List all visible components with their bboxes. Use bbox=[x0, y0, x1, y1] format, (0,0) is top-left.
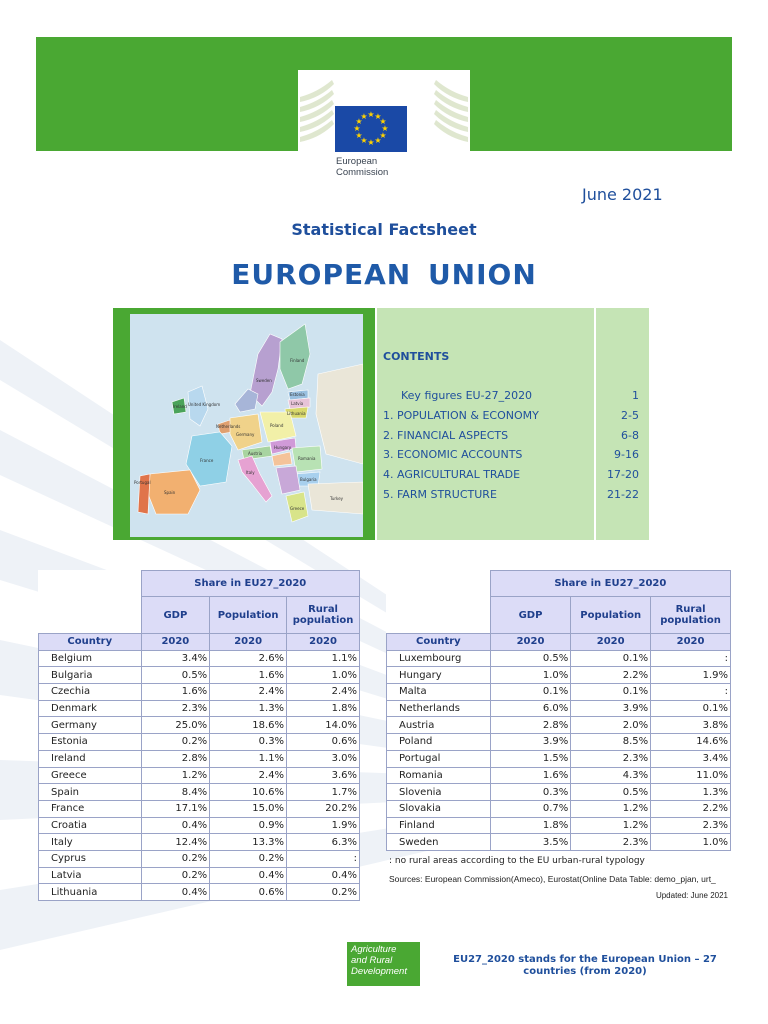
table-row bbox=[387, 750, 731, 767]
map-label-estonia: Estonia bbox=[290, 392, 305, 397]
population-cell: 2.4% bbox=[210, 684, 287, 701]
map-label-greece: Greece bbox=[290, 506, 305, 511]
rural-cell: 0.4% bbox=[287, 867, 360, 884]
column-header-year: 2020 bbox=[490, 634, 571, 651]
map-label-spain: Spain bbox=[164, 490, 176, 495]
table-row bbox=[387, 734, 731, 751]
column-header-year: 2020 bbox=[287, 634, 360, 651]
gdp-cell: 1.6% bbox=[490, 767, 571, 784]
population-cell: 0.9% bbox=[210, 817, 287, 834]
column-header-country: Country bbox=[39, 634, 142, 651]
country-cell: Sweden bbox=[387, 834, 491, 851]
share-table-left bbox=[38, 570, 360, 901]
table-row bbox=[39, 817, 360, 834]
rural-cell: 6.3% bbox=[287, 834, 360, 851]
toc-item-label: 2. FINANCIAL ASPECTS bbox=[383, 429, 509, 442]
contents-title: CONTENTS bbox=[383, 350, 450, 363]
gdp-cell: 25.0% bbox=[141, 717, 210, 734]
column-header-year: 2020 bbox=[571, 634, 651, 651]
country-cell: Greece bbox=[39, 767, 142, 784]
agri-line-2: and Rural bbox=[351, 955, 393, 966]
gdp-cell: 0.5% bbox=[490, 650, 571, 667]
rural-footnote: : no rural areas according to the EU urban-rural typology bbox=[389, 856, 645, 866]
rural-cell: 1.9% bbox=[287, 817, 360, 834]
population-cell: 1.2% bbox=[571, 817, 651, 834]
map-label-turkey: Turkey bbox=[330, 496, 344, 501]
country-cell: Denmark bbox=[39, 700, 142, 717]
table-row bbox=[387, 834, 731, 851]
country-cell: Ireland bbox=[39, 750, 142, 767]
population-cell: 0.2% bbox=[210, 850, 287, 867]
svg-text:★: ★ bbox=[360, 136, 368, 145]
country-cell: Estonia bbox=[39, 734, 142, 751]
svg-text:★: ★ bbox=[355, 117, 363, 126]
sources-note: Sources: European Commission(Ameco), Eurostat(Online Data Table: demo_pjan, urt_ bbox=[389, 874, 716, 884]
svg-text:★: ★ bbox=[353, 124, 361, 133]
country-cell: Spain bbox=[39, 784, 142, 801]
toc-item-page: 9-16 bbox=[614, 448, 639, 461]
gdp-cell: 2.8% bbox=[141, 750, 210, 767]
population-cell: 2.0% bbox=[571, 717, 651, 734]
gdp-cell: 2.3% bbox=[141, 700, 210, 717]
country-cell: Hungary bbox=[387, 667, 491, 684]
population-cell: 10.6% bbox=[210, 784, 287, 801]
table-row bbox=[39, 650, 360, 667]
population-cell: 2.2% bbox=[571, 667, 651, 684]
country-cell: Portugal bbox=[387, 750, 491, 767]
gdp-cell: 1.0% bbox=[490, 667, 571, 684]
rural-cell: 3.8% bbox=[651, 717, 731, 734]
rural-cell: 3.4% bbox=[651, 750, 731, 767]
map-label-austria: Austria bbox=[248, 451, 263, 456]
rural-cell: 2.2% bbox=[651, 800, 731, 817]
table-row bbox=[39, 700, 360, 717]
table-row bbox=[39, 884, 360, 901]
population-cell: 0.4% bbox=[210, 867, 287, 884]
table-row bbox=[387, 700, 731, 717]
rural-cell: 1.0% bbox=[651, 834, 731, 851]
rural-cell: 1.9% bbox=[651, 667, 731, 684]
table-row bbox=[387, 650, 731, 667]
logo-line-1: European bbox=[336, 156, 378, 167]
rural-header-line-1: Rural bbox=[308, 604, 338, 615]
svg-text:★: ★ bbox=[381, 124, 389, 133]
rural-cell: 20.2% bbox=[287, 800, 360, 817]
rural-cell: : bbox=[651, 650, 731, 667]
gdp-cell: 0.4% bbox=[141, 884, 210, 901]
gdp-cell: 8.4% bbox=[141, 784, 210, 801]
table-row bbox=[39, 784, 360, 801]
contents-panel bbox=[377, 308, 649, 540]
rural-cell: 1.8% bbox=[287, 700, 360, 717]
updated-note: Updated: June 2021 bbox=[655, 891, 728, 900]
table-row bbox=[387, 767, 731, 784]
country-cell: Slovenia bbox=[387, 784, 491, 801]
country-cell: Czechia bbox=[39, 684, 142, 701]
toc-item-label: 1. POPULATION & ECONOMY bbox=[383, 409, 539, 422]
rural-cell: 0.6% bbox=[287, 734, 360, 751]
column-header-rural-population bbox=[287, 597, 360, 634]
map-label-bulgaria: Bulgaria bbox=[300, 477, 317, 482]
country-cell: Austria bbox=[387, 717, 491, 734]
toc-item-page: 21-22 bbox=[607, 488, 639, 501]
country-cell: Germany bbox=[39, 717, 142, 734]
gdp-cell: 0.1% bbox=[490, 684, 571, 701]
rural-header-line-1: Rural bbox=[675, 604, 706, 615]
rural-cell: 2.4% bbox=[287, 684, 360, 701]
rural-cell: 1.1% bbox=[287, 650, 360, 667]
rural-cell: 14.6% bbox=[651, 734, 731, 751]
map-label-finland: Finland bbox=[290, 358, 305, 363]
toc-item[interactable] bbox=[383, 488, 645, 504]
country-cell: Croatia bbox=[39, 817, 142, 834]
table-row bbox=[39, 850, 360, 867]
map-label-italy: Italy bbox=[246, 470, 255, 475]
column-header-gdp: GDP bbox=[141, 597, 210, 634]
svg-text:★: ★ bbox=[360, 112, 368, 121]
rural-cell: 3.0% bbox=[287, 750, 360, 767]
country-cell: Poland bbox=[387, 734, 491, 751]
map-label-lithuania: Lithuania bbox=[287, 411, 306, 416]
gdp-cell: 3.5% bbox=[490, 834, 571, 851]
population-cell: 4.3% bbox=[571, 767, 651, 784]
table-corner bbox=[39, 597, 142, 634]
svg-text:★: ★ bbox=[355, 131, 363, 140]
svg-text:★: ★ bbox=[374, 112, 382, 121]
country-cell: Finland bbox=[387, 817, 491, 834]
gdp-cell: 0.2% bbox=[141, 867, 210, 884]
toc-item-label: 3. ECONOMIC ACCOUNTS bbox=[383, 448, 523, 461]
population-cell: 0.1% bbox=[571, 684, 651, 701]
publication-date: June 2021 bbox=[582, 185, 663, 204]
gdp-cell: 0.3% bbox=[490, 784, 571, 801]
rural-cell: 3.6% bbox=[287, 767, 360, 784]
agriculture-rural-development-logo bbox=[347, 942, 420, 986]
country-cell: Netherlands bbox=[387, 700, 491, 717]
population-cell: 0.6% bbox=[210, 884, 287, 901]
population-cell: 8.5% bbox=[571, 734, 651, 751]
toc-item[interactable] bbox=[383, 429, 645, 445]
svg-text:★: ★ bbox=[379, 131, 387, 140]
gdp-cell: 12.4% bbox=[141, 834, 210, 851]
toc-item-page: 1 bbox=[632, 389, 639, 402]
table-row bbox=[387, 717, 731, 734]
factsheet-subtitle: Statistical Factsheet bbox=[291, 220, 477, 239]
page-title: EUROPEAN UNION bbox=[231, 258, 537, 291]
map-label-sweden: Sweden bbox=[256, 378, 272, 383]
table-row bbox=[39, 750, 360, 767]
map-label-ireland: Ireland bbox=[173, 404, 187, 409]
column-header-rural-population bbox=[651, 597, 731, 634]
population-cell: 2.6% bbox=[210, 650, 287, 667]
map-label-poland: Poland bbox=[270, 423, 284, 428]
country-cell: Luxembourg bbox=[387, 650, 491, 667]
share-table-right bbox=[386, 570, 731, 851]
population-cell: 0.1% bbox=[571, 650, 651, 667]
gdp-cell: 1.5% bbox=[490, 750, 571, 767]
table-row bbox=[387, 667, 731, 684]
table-row bbox=[39, 767, 360, 784]
logo-wordmark bbox=[336, 156, 388, 178]
column-header-country: Country bbox=[387, 634, 491, 651]
country-cell: Cyprus bbox=[39, 850, 142, 867]
table-row bbox=[39, 800, 360, 817]
population-cell: 0.5% bbox=[571, 784, 651, 801]
agri-line-1: Agriculture bbox=[351, 944, 397, 955]
column-header-year: 2020 bbox=[141, 634, 210, 651]
population-cell: 1.1% bbox=[210, 750, 287, 767]
agri-line-3: Development bbox=[351, 966, 407, 977]
gdp-cell: 1.6% bbox=[141, 684, 210, 701]
rural-header-line-2: population bbox=[660, 615, 721, 626]
rural-cell: 1.7% bbox=[287, 784, 360, 801]
toc-item-page: 2-5 bbox=[621, 409, 639, 422]
toc-item[interactable] bbox=[383, 468, 645, 484]
population-cell: 2.4% bbox=[210, 767, 287, 784]
gdp-cell: 0.4% bbox=[141, 817, 210, 834]
rural-cell: 1.0% bbox=[287, 667, 360, 684]
svg-text:★: ★ bbox=[379, 117, 387, 126]
gdp-cell: 0.7% bbox=[490, 800, 571, 817]
gdp-cell: 0.2% bbox=[141, 850, 210, 867]
map-label-france: France bbox=[200, 458, 214, 463]
population-cell: 15.0% bbox=[210, 800, 287, 817]
table-row bbox=[39, 684, 360, 701]
gdp-cell: 17.1% bbox=[141, 800, 210, 817]
map-label-latvia: Latvia bbox=[291, 401, 304, 406]
table-row bbox=[387, 784, 731, 801]
logo-line-2: Commission bbox=[336, 167, 389, 178]
map-label-germany: Germany bbox=[236, 432, 255, 437]
toc-item[interactable] bbox=[383, 448, 645, 464]
population-cell: 18.6% bbox=[210, 717, 287, 734]
table-group-header: Share in EU27_2020 bbox=[490, 571, 730, 597]
table-corner bbox=[387, 597, 491, 634]
gdp-cell: 2.8% bbox=[490, 717, 571, 734]
toc-item-label: Key figures EU-27_2020 bbox=[401, 389, 533, 402]
rural-cell: 0.1% bbox=[651, 700, 731, 717]
map-label-romania: Romania bbox=[298, 456, 316, 461]
map-label-hungary: Hungary bbox=[274, 445, 292, 450]
table-row bbox=[39, 734, 360, 751]
country-cell: Malta bbox=[387, 684, 491, 701]
toc-item-page: 6-8 bbox=[621, 429, 639, 442]
gdp-cell: 3.9% bbox=[490, 734, 571, 751]
map-label-netherlands: Netherlands bbox=[216, 424, 241, 429]
svg-text:★: ★ bbox=[367, 138, 375, 147]
country-cell: Slovakia bbox=[387, 800, 491, 817]
population-cell: 3.9% bbox=[571, 700, 651, 717]
rural-cell: 14.0% bbox=[287, 717, 360, 734]
gdp-cell: 1.8% bbox=[490, 817, 571, 834]
map-label-portugal: Portugal bbox=[134, 480, 151, 485]
country-cell: France bbox=[39, 800, 142, 817]
country-cell: Bulgaria bbox=[39, 667, 142, 684]
table-row bbox=[39, 717, 360, 734]
rural-cell: 1.3% bbox=[651, 784, 731, 801]
country-cell: Lithuania bbox=[39, 884, 142, 901]
table-row bbox=[39, 834, 360, 851]
column-header-year: 2020 bbox=[651, 634, 731, 651]
eu27-definition-note: EU27_2020 stands for the European Union – 27 countries (from 2020) bbox=[453, 954, 717, 977]
table-row bbox=[39, 667, 360, 684]
population-cell: 1.2% bbox=[571, 800, 651, 817]
country-cell: Belgium bbox=[39, 650, 142, 667]
table-corner bbox=[39, 571, 142, 597]
rural-cell: 0.2% bbox=[287, 884, 360, 901]
rural-header-line-2: population bbox=[292, 615, 354, 626]
column-header-gdp: GDP bbox=[490, 597, 571, 634]
svg-text:★: ★ bbox=[367, 110, 375, 119]
toc-item-page: 17-20 bbox=[607, 468, 639, 481]
population-cell: 13.3% bbox=[210, 834, 287, 851]
map-label-united-kingdom: United Kingdom bbox=[188, 402, 221, 407]
table-row bbox=[387, 800, 731, 817]
table-row bbox=[387, 684, 731, 701]
population-cell: 1.3% bbox=[210, 700, 287, 717]
gdp-cell: 1.2% bbox=[141, 767, 210, 784]
population-cell: 1.6% bbox=[210, 667, 287, 684]
rural-cell: 11.0% bbox=[651, 767, 731, 784]
population-cell: 0.3% bbox=[210, 734, 287, 751]
table-row bbox=[387, 817, 731, 834]
rural-cell: : bbox=[651, 684, 731, 701]
gdp-cell: 0.5% bbox=[141, 667, 210, 684]
toc-item[interactable] bbox=[383, 389, 645, 405]
country-cell: Latvia bbox=[39, 867, 142, 884]
column-header-population: Population bbox=[571, 597, 651, 634]
country-cell: Italy bbox=[39, 834, 142, 851]
table-group-header: Share in EU27_2020 bbox=[141, 571, 359, 597]
svg-text:★: ★ bbox=[374, 136, 382, 145]
country-cell: Romania bbox=[387, 767, 491, 784]
table-row bbox=[39, 867, 360, 884]
population-cell: 2.3% bbox=[571, 750, 651, 767]
population-cell: 2.3% bbox=[571, 834, 651, 851]
toc-item[interactable] bbox=[383, 409, 645, 425]
column-header-year: 2020 bbox=[210, 634, 287, 651]
rural-cell: : bbox=[287, 850, 360, 867]
table-corner bbox=[387, 571, 491, 597]
toc-item-label: 5. FARM STRUCTURE bbox=[383, 488, 497, 501]
gdp-cell: 3.4% bbox=[141, 650, 210, 667]
european-commission-logo bbox=[298, 70, 470, 185]
rural-cell: 2.3% bbox=[651, 817, 731, 834]
toc-item-label: 4. AGRICULTURAL TRADE bbox=[383, 468, 521, 481]
gdp-cell: 6.0% bbox=[490, 700, 571, 717]
gdp-cell: 0.2% bbox=[141, 734, 210, 751]
column-header-population: Population bbox=[210, 597, 287, 634]
europe-map bbox=[130, 314, 363, 537]
